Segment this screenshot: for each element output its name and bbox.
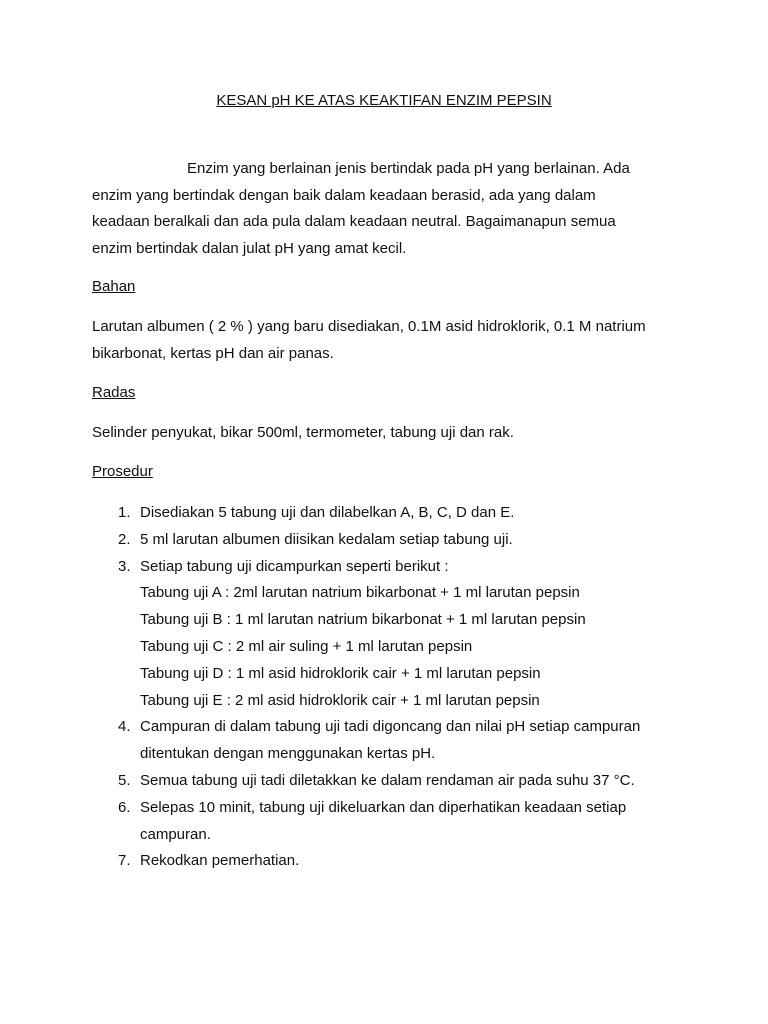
list-item [92, 714, 692, 741]
procedure-list [92, 500, 692, 875]
list-item [92, 795, 692, 822]
list-item [92, 768, 692, 795]
step-continuation: ditentukan dengan menggunakan kertas pH. [140, 745, 436, 763]
list-item [92, 848, 692, 875]
step-text: Setiap tabung uji dicampurkan seperti berikut : [140, 557, 449, 575]
step-number: 4. [118, 718, 131, 736]
radas-heading: Radas [92, 384, 136, 401]
bahan-paragraph [92, 314, 692, 367]
tube-line: Tabung uji A : 2ml larutan natrium bikarbonat + 1 ml larutan pepsin [140, 584, 580, 602]
intro-line: keadaan beralkali dan ada pula dalam keadaan neutral. Bagaimanapun semua [92, 213, 616, 230]
step-continuation: campuran. [140, 825, 211, 843]
intro-line: Enzim yang berlainan jenis bertindak pada pH yang berlainan. Ada [187, 160, 630, 177]
step-text: 5 ml larutan albumen diisikan kedalam setiap tabung uji. [140, 530, 513, 548]
radas-text: Selinder penyukat, bikar 500ml, termometer, tabung uji dan rak. [92, 424, 514, 441]
intro-line: enzim yang bertindak dengan baik dalam keadaan berasid, ada yang dalam [92, 186, 596, 204]
step-text: Rekodkan pemerhatian. [140, 852, 300, 870]
bahan-heading: Bahan [92, 278, 136, 295]
tube-line: Tabung uji C : 2 ml air suling + 1 ml larutan pepsin [140, 637, 473, 655]
step-text: Campuran di dalam tabung uji tadi digoncang dan nilai pH setiap campuran [140, 718, 641, 736]
bahan-line: bikarbonat, kertas pH dan air panas. [92, 344, 334, 362]
document-title: KESAN pH KE ATAS KEAKTIFAN ENZIM PEPSIN [216, 92, 552, 109]
step-text: Selepas 10 minit, tabung uji dikeluarkan dan diperhatikan keadaan setiap [140, 798, 627, 816]
intro-line: enzim bertindak dalan julat pH yang amat kecil. [92, 239, 407, 257]
step-text: Disediakan 5 tabung uji dan dilabelkan A, B, C, D dan E. [140, 504, 515, 521]
list-item [92, 500, 692, 527]
intro-paragraph [92, 156, 692, 262]
tube-line: Tabung uji E : 2 ml asid hidroklorik cair + 1 ml larutan pepsin [140, 691, 540, 709]
step-number: 2. [118, 530, 131, 548]
step-number: 1. [118, 504, 131, 521]
step-number: 7. [118, 852, 131, 870]
step-number: 6. [118, 798, 131, 816]
tube-line: Tabung uji B : 1 ml larutan natrium bikarbonat + 1 ml larutan pepsin [140, 611, 586, 629]
tube-line: Tabung uji D : 1 ml asid hidroklorik cair + 1 ml larutan pepsin [140, 664, 541, 682]
step-number: 3. [118, 557, 131, 575]
prosedur-heading: Prosedur [92, 463, 153, 480]
bahan-line: Larutan albumen ( 2 % ) yang baru disediakan, 0.1M asid hidroklorik, 0.1 M natrium [92, 318, 646, 335]
step-text: Semua tabung uji tadi diletakkan ke dalam rendaman air pada suhu 37 °C. [140, 771, 635, 789]
step-number: 5. [118, 771, 131, 789]
list-item [92, 527, 692, 554]
list-item [92, 554, 692, 581]
